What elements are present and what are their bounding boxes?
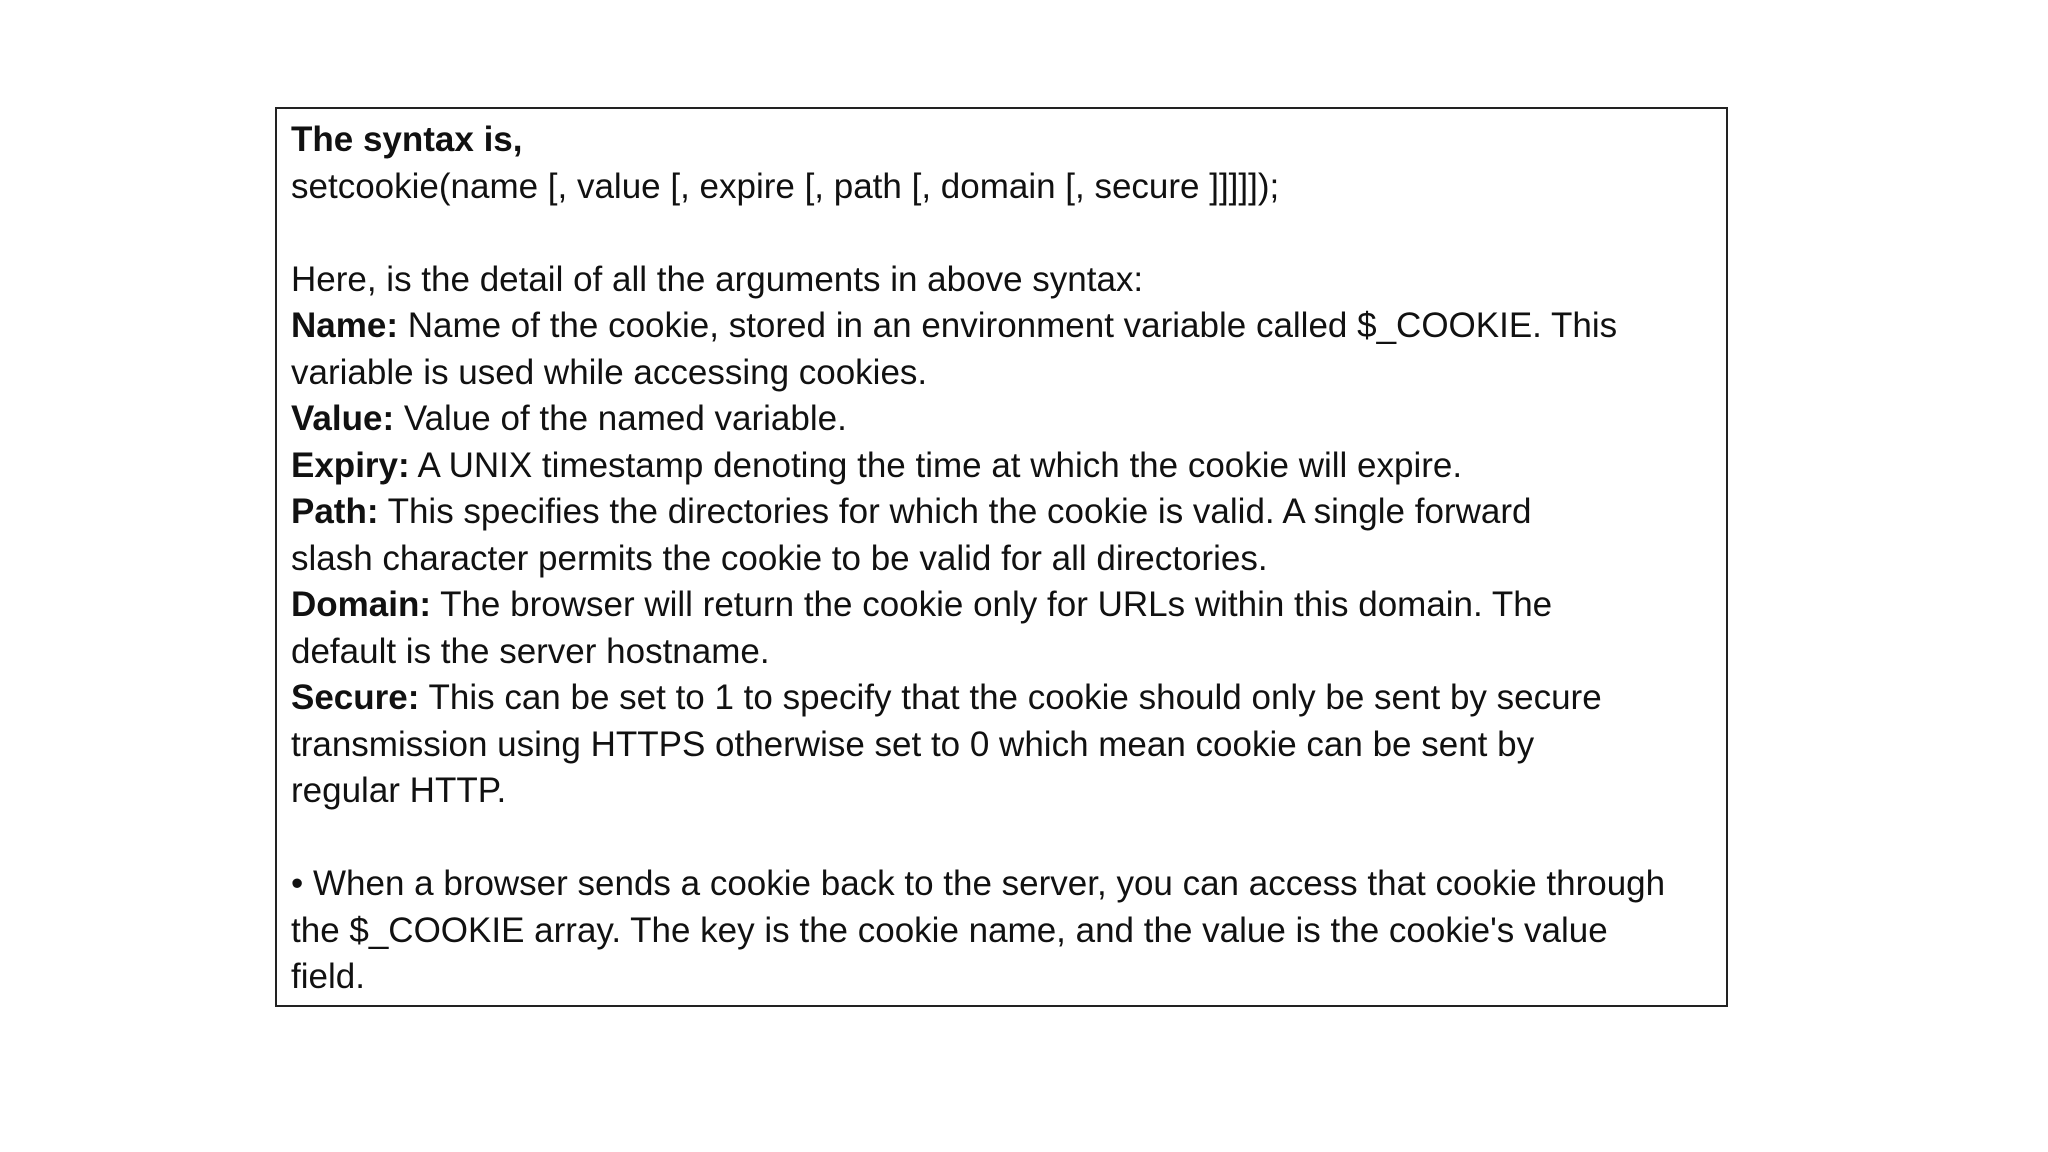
arg-secure-cont2: regular HTTP. — [291, 771, 507, 810]
arg-value — [291, 396, 1712, 443]
arg-value-desc: Value of the named variable. — [394, 399, 847, 438]
arg-secure-label: Secure: — [291, 678, 420, 717]
arg-domain-label: Domain: — [291, 585, 431, 624]
arg-domain-desc: The browser will return the cookie only for URLs within this domain. The — [431, 585, 1553, 624]
arg-name — [291, 303, 1712, 350]
spacer — [291, 210, 1712, 257]
arg-path — [291, 489, 1712, 536]
heading: The syntax is, — [291, 120, 523, 159]
arg-expiry — [291, 443, 1712, 490]
arg-name-label: Name: — [291, 306, 398, 345]
arg-domain — [291, 582, 1712, 629]
arg-secure — [291, 675, 1712, 722]
arg-name-cont: variable is used while accessing cookies. — [291, 352, 928, 392]
arg-path-label: Path: — [291, 492, 379, 531]
bullet-point-cont: the $_COOKIE array. The key is the cookie name, and the value is the cookie's value — [291, 910, 1608, 950]
arg-domain-cont: default is the server hostname. — [291, 631, 770, 671]
arg-name-desc: Name of the cookie, stored in an environment variable called $_COOKIE. This — [397, 306, 1618, 345]
arg-secure-cont: transmission using HTTPS otherwise set to 0 which mean cookie can be sent by — [291, 724, 1535, 764]
content-box — [275, 107, 1728, 1007]
arg-path-cont: slash character permits the cookie to be valid for all directories. — [291, 538, 1268, 578]
bullet-point: • When a browser sends a cookie back to the server, you can access that cookie through — [291, 864, 1666, 903]
arg-expiry-desc: A UNIX timestamp denoting the time at which the cookie will expire. — [409, 445, 1463, 485]
arg-value-label: Value: — [291, 399, 395, 438]
arg-secure-desc: This can be set to 1 to specify that the cookie should only be sent by secure — [419, 678, 1602, 717]
bullet-point-cont2: field. — [291, 957, 365, 996]
intro-text: Here, is the detail of all the arguments in above syntax: — [291, 259, 1144, 299]
arg-path-desc: This specifies the directories for which the cookie is valid. A single forward — [378, 492, 1532, 531]
arg-expiry-label: Expiry: — [291, 445, 410, 485]
syntax-line: setcookie(name [, value [, expire [, path [, domain [, secure ]]]]]); — [291, 166, 1280, 206]
spacer — [291, 815, 1712, 862]
